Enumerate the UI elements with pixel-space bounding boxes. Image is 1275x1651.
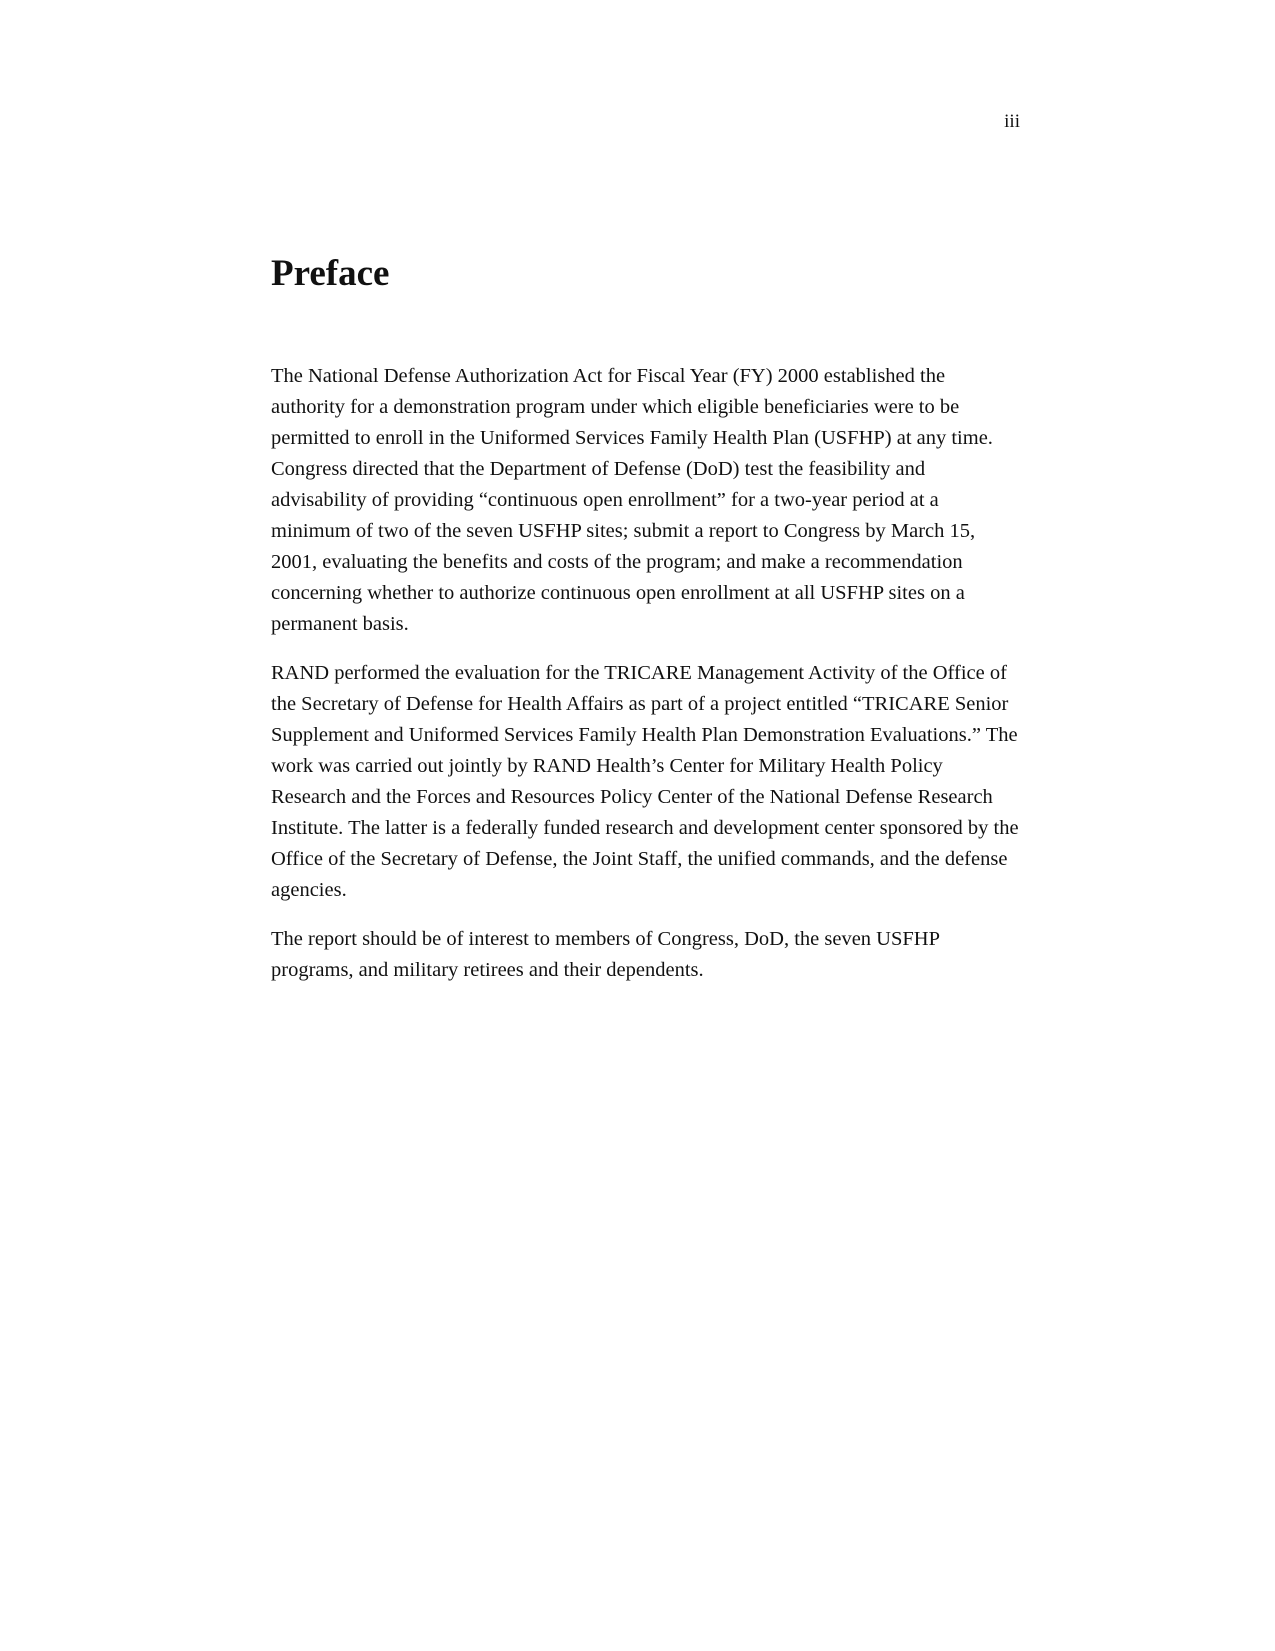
preface-body (271, 361, 1023, 1004)
page-number: iii (1004, 111, 1020, 132)
page-title: Preface (271, 253, 390, 294)
paragraph: RAND performed the evaluation for the TRICARE Management Activity of the Office of the Secretary of Defense for Health Affairs as part of a project entitled “TRICARE Senior Supplement and Uniformed Services Family Health Plan Demonstration Evaluations.” The work was carried out jointly by RAND Health’s Center for Military Health Policy Research and the Forces and Resources Policy Center of the National Defense Research Institute. The latter is a federally funded research and development center sponsored by the Office of the Secretary of Defense, the Joint Staff, the unified commands, and the defense agencies. (271, 662, 1019, 901)
paragraph: The report should be of interest to members of Congress, DoD, the seven USFHP programs, and military retirees and their dependents. (271, 928, 940, 981)
paragraph: The National Defense Authorization Act for Fiscal Year (FY) 2000 established the authority for a demonstration program under which eligible beneficiaries were to be permitted to enroll in the Uniformed Services Family Health Plan (USFHP) at any time. Congress directed that the Department of Defense (DoD) test the feasibility and advisability of providing “continuous open enrollment” for a two-year period at a minimum of two of the seven USFHP sites; submit a report to Congress by March 15, 2001, evaluating the benefits and costs of the program; and make a recommendation concerning whether to authorize continuous open enrollment at all USFHP sites on a permanent basis. (271, 365, 993, 635)
